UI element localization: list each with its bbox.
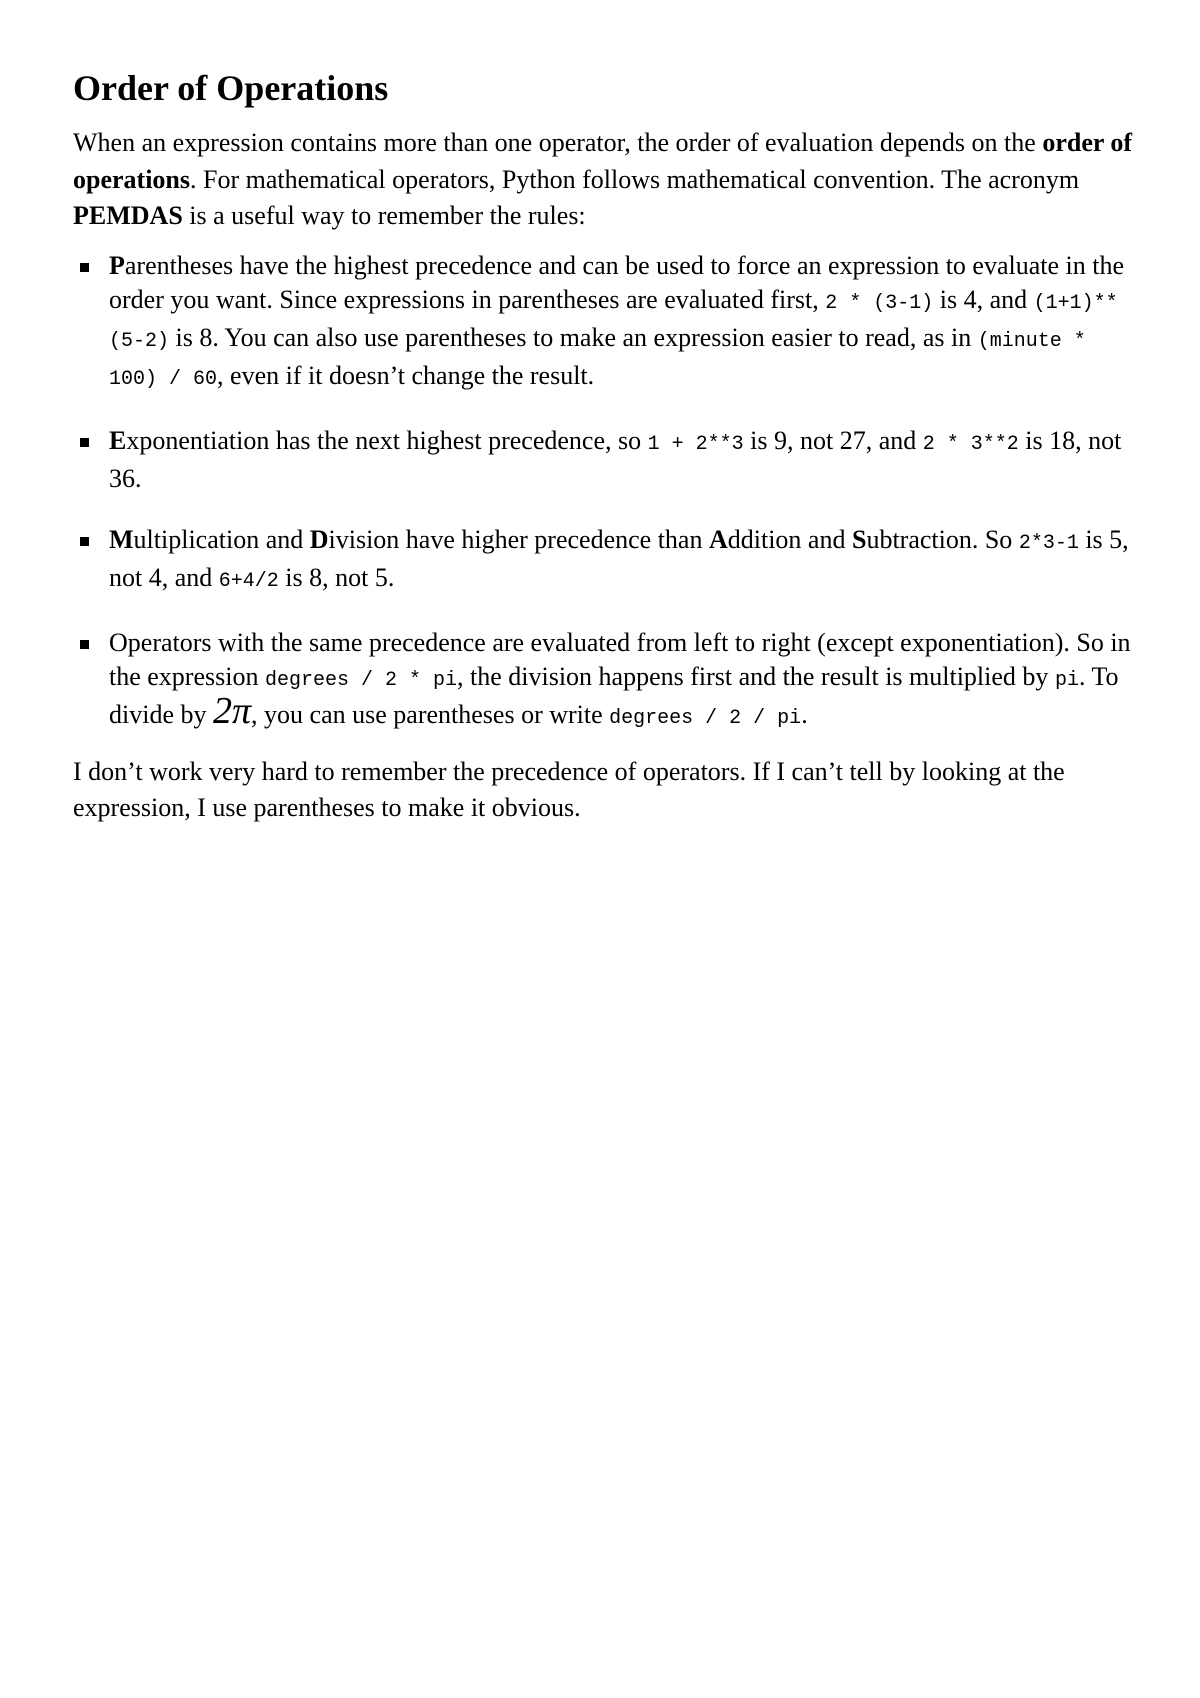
item-text: . (801, 699, 808, 729)
code-snippet: 2 * 3**2 (922, 432, 1019, 456)
item-text: is 9, not 27, and (743, 425, 923, 455)
list-item-parentheses (73, 249, 1143, 397)
intro-text-3: is a useful way to remember the rules: (182, 201, 586, 231)
item-text: Operators with the same precedence are evaluated from left to right (except exponentiation). So in the expression (109, 627, 1131, 691)
code-snippet: 6+4/2 (218, 569, 279, 593)
page-title: Order of Operations (73, 68, 389, 108)
intro-text-2: . For mathematical operators, Python follows mathematical convention. The acronym (190, 164, 1080, 194)
item-text: xponentiation has the next highest precedence, so (126, 425, 648, 455)
math-two-pi: 2π (213, 689, 252, 732)
item-text: is 8. You can also use parentheses to make an expression easier to read, as in (169, 322, 978, 352)
code-snippet: degrees / 2 / pi (609, 706, 802, 730)
code-snippet: pi (1054, 668, 1079, 692)
item-text: , the division happens first and the result is multiplied by (457, 661, 1055, 691)
item-text: ivision have higher precedence than (328, 524, 709, 554)
item-text: ultiplication and (133, 524, 310, 554)
code-snippet: 2 * (3-1) (825, 291, 934, 315)
item-lead-letter: M (109, 524, 134, 554)
list-item-left-to-right (73, 626, 1143, 736)
item-text: ddition and (727, 524, 852, 554)
item-lead-letter: S (851, 524, 867, 554)
list-item-exponentiation (73, 424, 1143, 496)
code-snippet: 1 + 2**3 (647, 432, 744, 456)
document-page (73, 68, 1143, 827)
code-snippet: (minute * 100) / 60 (109, 329, 1086, 391)
code-snippet: (1+1)**(5-2) (109, 291, 1118, 353)
list-item-multiplication-division (73, 523, 1143, 599)
square-bullet-icon (80, 640, 89, 649)
item-lead-letter: E (109, 425, 127, 455)
square-bullet-icon (80, 263, 89, 272)
item-lead-letter: A (708, 524, 728, 554)
item-text: arentheses have the highest precedence and can be used to force an expression to evaluate in the order you want. Since expressions in parentheses are evaluated first, (109, 250, 1125, 314)
item-lead-letter: P (109, 250, 125, 280)
intro-term-order-of-operations: order of operations (73, 128, 1133, 194)
intro-term-pemdas: PEMDAS (73, 201, 183, 231)
item-text: is 8, not 5. (278, 562, 395, 592)
code-snippet: 2*3-1 (1018, 531, 1079, 555)
intro-paragraph (73, 125, 1143, 235)
closing-paragraph: I don’t work very hard to remember the precedence of operators. If I can’t tell by looking at the expression, I use parentheses to make it obvious. (73, 756, 1065, 823)
intro-text-1: When an expression contains more than one operator, the order of evaluation depends on the (73, 128, 1043, 158)
code-snippet: degrees / 2 * pi (264, 668, 457, 692)
item-text: is 4, and (933, 284, 1034, 314)
item-text: is 18, not 36. (109, 425, 1122, 493)
item-text: , even if it doesn’t change the result. (217, 360, 595, 390)
item-text: . To divide by (109, 661, 1119, 729)
square-bullet-icon (80, 438, 89, 447)
item-text: , you can use parentheses or write (251, 699, 610, 729)
item-lead-letter: D (309, 524, 329, 554)
rules-list (73, 249, 1143, 736)
item-text: ubtraction. So (866, 524, 1019, 554)
item-text: is 5, not 4, and (109, 524, 1129, 592)
square-bullet-icon (80, 537, 89, 546)
